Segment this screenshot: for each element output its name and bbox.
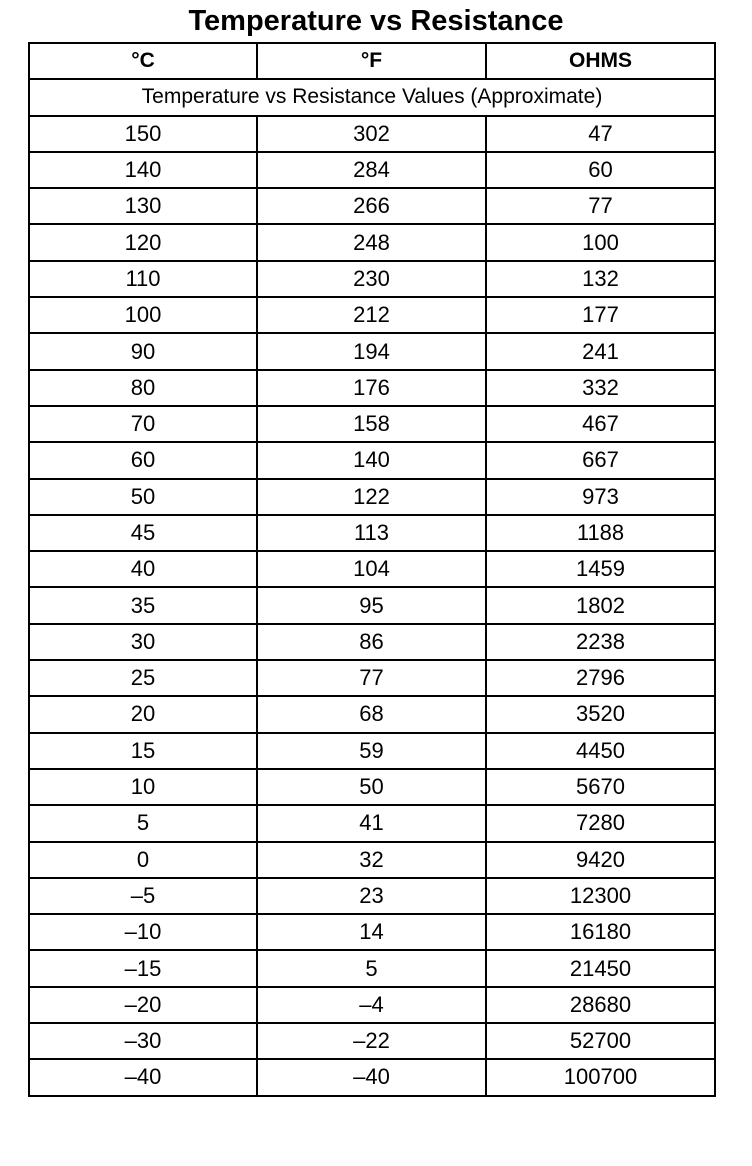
cell-celsius: 45 — [29, 515, 257, 551]
cell-fahrenheit: 194 — [257, 333, 486, 369]
cell-ohms: 177 — [486, 297, 715, 333]
table-row — [29, 333, 715, 369]
table-caption: Temperature vs Resistance Values (Approximate) — [29, 79, 715, 115]
cell-ohms: 52700 — [486, 1023, 715, 1059]
cell-celsius: 50 — [29, 479, 257, 515]
cell-ohms: 467 — [486, 406, 715, 442]
cell-ohms: 241 — [486, 333, 715, 369]
cell-celsius: 110 — [29, 261, 257, 297]
cell-ohms: 21450 — [486, 950, 715, 986]
cell-fahrenheit: 104 — [257, 551, 486, 587]
cell-ohms: 1459 — [486, 551, 715, 587]
cell-celsius: 40 — [29, 551, 257, 587]
cell-celsius: –30 — [29, 1023, 257, 1059]
cell-celsius: 90 — [29, 333, 257, 369]
cell-fahrenheit: 266 — [257, 188, 486, 224]
cell-ohms: 2796 — [486, 660, 715, 696]
cell-ohms: 60 — [486, 152, 715, 188]
cell-celsius: 0 — [29, 842, 257, 878]
cell-celsius: 130 — [29, 188, 257, 224]
table-row — [29, 1059, 715, 1095]
cell-ohms: 2238 — [486, 624, 715, 660]
cell-fahrenheit: 158 — [257, 406, 486, 442]
cell-ohms: 4450 — [486, 733, 715, 769]
header-celsius: °C — [29, 43, 257, 79]
page-title: Temperature vs Resistance — [188, 5, 564, 37]
table-row — [29, 224, 715, 260]
cell-celsius: 140 — [29, 152, 257, 188]
cell-fahrenheit: 68 — [257, 696, 486, 732]
cell-fahrenheit: 5 — [257, 950, 486, 986]
cell-fahrenheit: 41 — [257, 805, 486, 841]
cell-ohms: 28680 — [486, 987, 715, 1023]
table-row — [29, 370, 715, 406]
table-row — [29, 479, 715, 515]
cell-fahrenheit: 248 — [257, 224, 486, 260]
cell-ohms: 47 — [486, 116, 715, 152]
cell-fahrenheit: 86 — [257, 624, 486, 660]
table-row — [29, 297, 715, 333]
cell-fahrenheit: 230 — [257, 261, 486, 297]
table-row — [29, 733, 715, 769]
cell-celsius: 80 — [29, 370, 257, 406]
table-row — [29, 769, 715, 805]
cell-fahrenheit: 113 — [257, 515, 486, 551]
cell-celsius: 100 — [29, 297, 257, 333]
cell-ohms: 332 — [486, 370, 715, 406]
cell-fahrenheit: 50 — [257, 769, 486, 805]
cell-celsius: –10 — [29, 914, 257, 950]
cell-fahrenheit: 14 — [257, 914, 486, 950]
cell-celsius: 20 — [29, 696, 257, 732]
table-row — [29, 1023, 715, 1059]
cell-celsius: 15 — [29, 733, 257, 769]
cell-celsius: –40 — [29, 1059, 257, 1095]
table-row — [29, 406, 715, 442]
cell-fahrenheit: –22 — [257, 1023, 486, 1059]
caption-row — [29, 79, 715, 115]
cell-ohms: 7280 — [486, 805, 715, 841]
cell-fahrenheit: 23 — [257, 878, 486, 914]
header-ohms: OHMS — [486, 43, 715, 79]
cell-fahrenheit: 32 — [257, 842, 486, 878]
cell-celsius: –5 — [29, 878, 257, 914]
cell-fahrenheit: 302 — [257, 116, 486, 152]
cell-celsius: 150 — [29, 116, 257, 152]
header-fahrenheit: °F — [257, 43, 486, 79]
table-row — [29, 987, 715, 1023]
cell-fahrenheit: 77 — [257, 660, 486, 696]
table-row — [29, 805, 715, 841]
cell-celsius: 10 — [29, 769, 257, 805]
cell-celsius: –20 — [29, 987, 257, 1023]
cell-celsius: 25 — [29, 660, 257, 696]
cell-celsius: 70 — [29, 406, 257, 442]
table-row — [29, 261, 715, 297]
table-row — [29, 914, 715, 950]
cell-fahrenheit: –40 — [257, 1059, 486, 1095]
cell-fahrenheit: 140 — [257, 442, 486, 478]
cell-ohms: 100700 — [486, 1059, 715, 1095]
cell-fahrenheit: 212 — [257, 297, 486, 333]
cell-fahrenheit: –4 — [257, 987, 486, 1023]
cell-ohms: 132 — [486, 261, 715, 297]
table-row — [29, 660, 715, 696]
cell-fahrenheit: 284 — [257, 152, 486, 188]
cell-ohms: 77 — [486, 188, 715, 224]
cell-ohms: 1802 — [486, 587, 715, 623]
temperature-resistance-table — [28, 42, 716, 1097]
cell-fahrenheit: 95 — [257, 587, 486, 623]
table-row — [29, 551, 715, 587]
table-row — [29, 188, 715, 224]
cell-ohms: 1188 — [486, 515, 715, 551]
table-row — [29, 950, 715, 986]
table-row — [29, 587, 715, 623]
cell-celsius: –15 — [29, 950, 257, 986]
cell-ohms: 667 — [486, 442, 715, 478]
table-row — [29, 442, 715, 478]
header-row — [29, 43, 715, 79]
table-row — [29, 696, 715, 732]
cell-celsius: 5 — [29, 805, 257, 841]
table-row — [29, 515, 715, 551]
cell-celsius: 60 — [29, 442, 257, 478]
cell-ohms: 9420 — [486, 842, 715, 878]
cell-ohms: 16180 — [486, 914, 715, 950]
cell-celsius: 30 — [29, 624, 257, 660]
cell-fahrenheit: 176 — [257, 370, 486, 406]
cell-fahrenheit: 122 — [257, 479, 486, 515]
cell-fahrenheit: 59 — [257, 733, 486, 769]
cell-celsius: 35 — [29, 587, 257, 623]
cell-ohms: 100 — [486, 224, 715, 260]
cell-ohms: 3520 — [486, 696, 715, 732]
table-row — [29, 116, 715, 152]
cell-celsius: 120 — [29, 224, 257, 260]
cell-ohms: 973 — [486, 479, 715, 515]
table-row — [29, 842, 715, 878]
cell-ohms: 12300 — [486, 878, 715, 914]
table-row — [29, 152, 715, 188]
cell-ohms: 5670 — [486, 769, 715, 805]
table-row — [29, 624, 715, 660]
table-row — [29, 878, 715, 914]
